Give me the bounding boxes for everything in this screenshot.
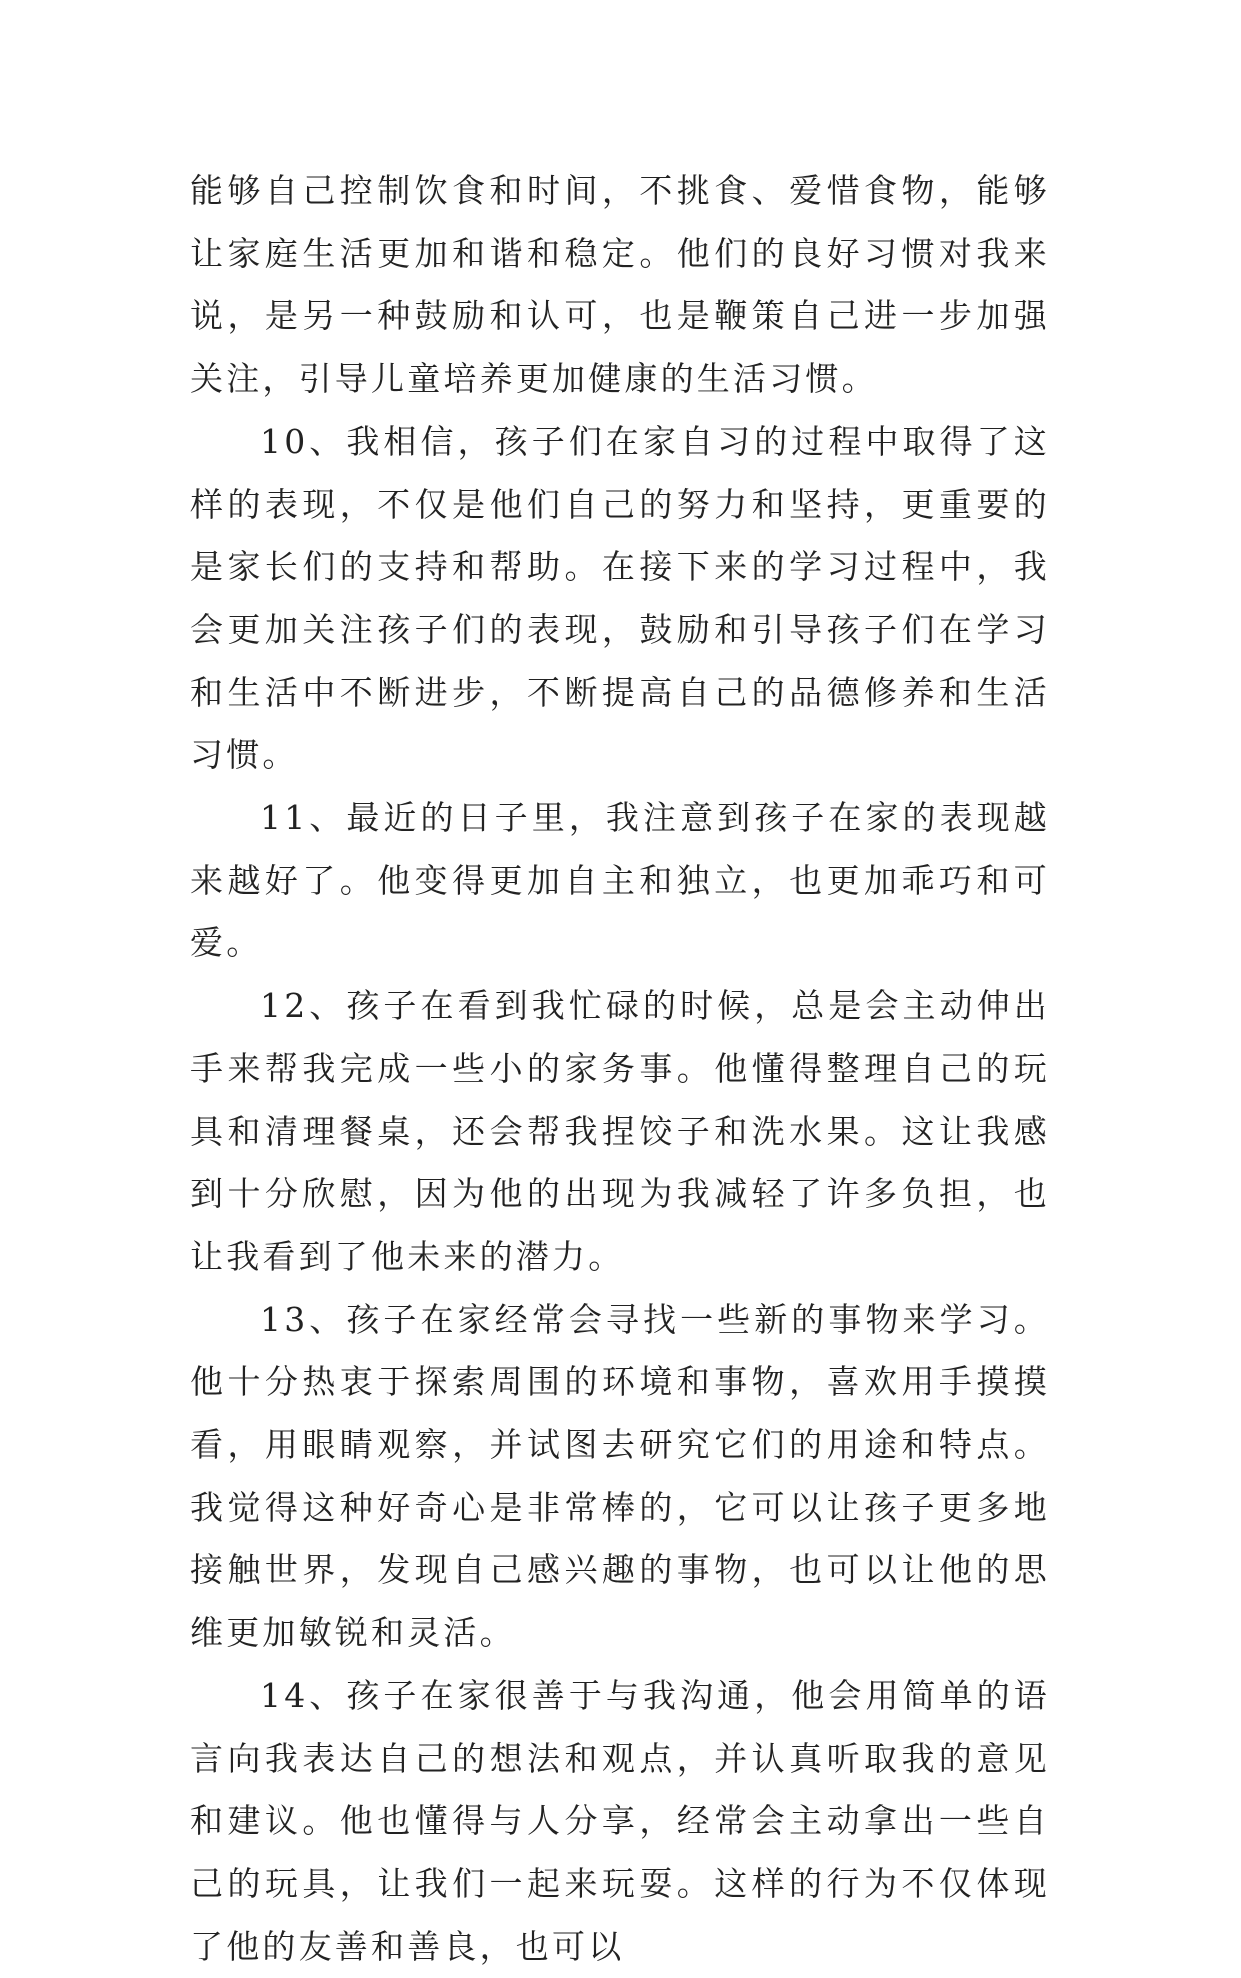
- paragraph-line: 13、孩子在家经常会寻找一些新的事物来学习。他十分: [190, 1299, 1050, 1402]
- document-body: [190, 160, 1050, 1978]
- paragraph-line: 12、孩子在看到我忙碌的时候，总是会主动伸出手来帮: [190, 986, 1050, 1088]
- paragraph: [190, 160, 1050, 411]
- paragraph-line: 更加健康的生活习惯。: [515, 359, 878, 399]
- paragraph-line: 14、孩子在家很善于与我沟通，他会用简单的语言向我: [190, 1675, 1050, 1778]
- paragraph: [190, 1289, 1050, 1665]
- paragraph-line: 我完成一些小的家务事。他懂得整理自己的玩具和清理餐桌，: [190, 1048, 1050, 1151]
- paragraph-line: 表现，鼓励和引导孩子们在学习和生活中不断进步，不断提: [190, 609, 1050, 712]
- paragraph-line: 非常棒的，它可以让孩子更多地接触世界，发现自己感兴趣: [190, 1487, 1050, 1590]
- paragraph-line: 察，并试图去研究它们的用途和特点。我觉得这种好奇心是: [190, 1425, 1050, 1527]
- paragraph-line: 高自己的品德修养和生活习惯。: [190, 672, 1050, 775]
- paragraph-line: 鼓励和认可，也是鞭策自己进一步加强关注，引导儿童培养: [190, 296, 1050, 399]
- paragraph-line: 热衷于探索周围的环境和事物，喜欢用手摸摸看，用眼睛观: [190, 1362, 1050, 1465]
- paragraph-line: 的事物，也可以让他的思维更加敏锐和灵活。: [190, 1550, 1050, 1653]
- paragraph: [190, 975, 1050, 1289]
- paragraph-line: 11、最近的日子里，我注意到孩子在家的表现越来越好: [190, 798, 1050, 900]
- paragraph: [190, 411, 1050, 787]
- paragraph-line: 现，不仅是他们自己的努力和坚持，更重要的是家长们的支: [190, 484, 1050, 587]
- paragraph: [190, 1665, 1050, 1978]
- paragraph-line: 出现为我减轻了许多负担，也让我看到了他未来的潜力。: [190, 1174, 1050, 1276]
- paragraph-line: 还会帮我捏饺子和洗水果。这让我感到十分欣慰，因为他的: [190, 1111, 1051, 1214]
- paragraph-line: 生活更加和谐和稳定。他们的良好习惯对我来说，是另一种: [190, 233, 1050, 336]
- paragraph: [190, 787, 1050, 975]
- paragraph-line: 10、我相信，孩子们在家自习的过程中取得了这样的表: [190, 421, 1050, 524]
- paragraph-line: 持和帮助。在接下来的学习过程中，我会更加关注孩子们的: [190, 547, 1050, 649]
- paragraph-line: 起来玩耍。这样的行为不仅体现了他的友善和善良，也可以: [190, 1863, 1050, 1966]
- paragraph-line: 懂得与人分享，经常会主动拿出一些自己的玩具，让我们一: [190, 1801, 1050, 1903]
- paragraph-line: 了。他变得更加自主和独立，也更加乖巧和可爱。: [190, 860, 1050, 963]
- paragraph-line: 能够自己控制饮食和时间，不挑食、爱惜食物，能够让家庭: [190, 171, 1050, 273]
- paragraph-line: 表达自己的想法和观点，并认真听取我的意见和建议。他也: [190, 1738, 1050, 1841]
